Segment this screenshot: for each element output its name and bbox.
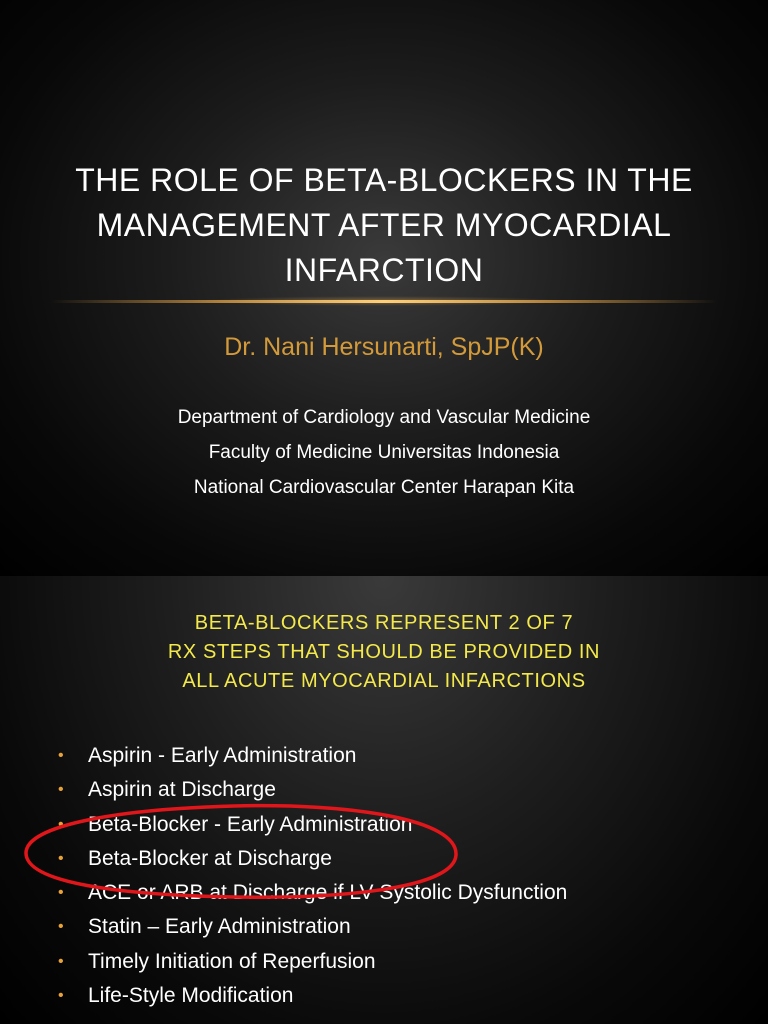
list-item	[58, 979, 567, 1013]
title-line: THE ROLE OF BETA-BLOCKERS IN THE	[75, 162, 693, 198]
bullet-icon: •	[58, 815, 64, 833]
list-item-text: Aspirin at Discharge	[88, 778, 276, 802]
title-line: MANAGEMENT AFTER MYOCARDIAL	[96, 207, 672, 243]
bullet-icon: •	[58, 781, 64, 799]
slide-headline	[0, 609, 768, 696]
list-item-text: Statin – Early Administration	[88, 915, 351, 939]
list-item	[58, 945, 567, 979]
bullet-icon: •	[58, 918, 64, 936]
bullet-icon: •	[58, 849, 64, 867]
headline-line: BETA-BLOCKERS REPRESENT 2 OF 7	[194, 612, 574, 634]
slide-title	[40, 158, 728, 293]
bullet-icon: •	[58, 987, 64, 1005]
list-item-text: Beta-Blocker at Discharge	[88, 846, 332, 870]
content-slide	[0, 576, 768, 1024]
bullet-icon: •	[58, 884, 64, 902]
highlight-ellipse-icon	[20, 801, 465, 903]
list-item-text: Aspirin - Early Administration	[88, 744, 357, 767]
title-divider	[50, 300, 718, 303]
bullet-icon: •	[58, 952, 64, 970]
list-item-text: Life-Style Modification	[88, 984, 294, 1008]
highlight-ellipse-stroke	[26, 806, 456, 898]
list-item	[58, 910, 567, 944]
bullet-icon: •	[58, 747, 64, 764]
title-line: INFARCTION	[284, 252, 484, 288]
author-name: Dr. Nani Hersunarti, SpJP(K)	[224, 333, 544, 361]
affiliation-block	[0, 400, 768, 505]
list-item-text: Beta-Blocker - Early Administration	[88, 812, 413, 836]
affiliation-line: Department of Cardiology and Vascular Medicine	[177, 407, 591, 428]
list-item-text: Timely Initiation of Reperfusion	[88, 949, 376, 973]
list-item	[58, 739, 567, 773]
headline-line: RX STEPS THAT SHOULD BE PROVIDED IN	[167, 641, 601, 663]
headline-line: ALL ACUTE MYOCARDIAL INFARCTIONS	[182, 670, 586, 692]
affiliation-line: Faculty of Medicine Universitas Indonesia	[208, 442, 560, 463]
affiliation-line: National Cardiovascular Center Harapan Kita	[193, 477, 575, 498]
list-item-text: ACE or ARB at Discharge if LV Systolic Dysfunction	[88, 881, 568, 905]
